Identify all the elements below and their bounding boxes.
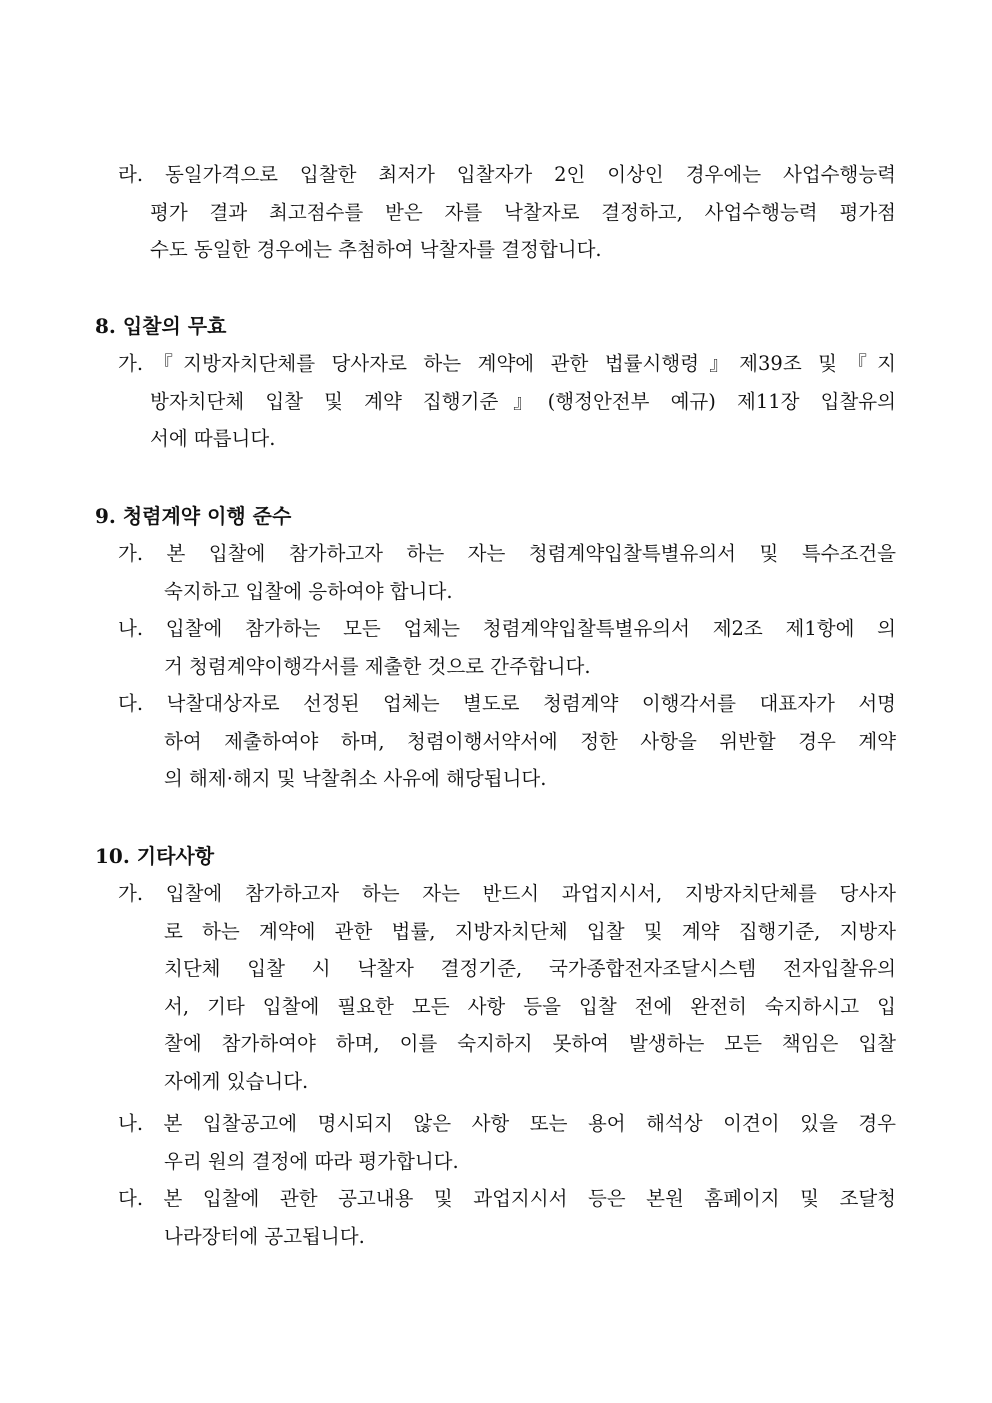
clause-10-da [118, 1180, 896, 1255]
clause-line: 나. 본 입찰공고에 명시되지 않은 사항 또는 용어 해석상 이견이 있을 경우 [118, 1112, 896, 1135]
clause-line: 평가 결과 최고점수를 받은 자를 낙찰자로 결정하고, 사업수행능력 평가점 [150, 200, 896, 224]
clause-line: 치단체 입찰 시 낙찰자 결정기준, 국가종합전자조달시스템 전자입찰유의 [164, 957, 896, 980]
clause-line: 방자치단체 입찰 및 계약 집행기준』(행정안전부 예규) 제11장 입찰유의 [150, 389, 896, 413]
clause-line: 라. 동일가격으로 입찰한 최저가 입찰자가 2인 이상인 경우에는 사업수행능력 [118, 163, 896, 186]
clause-line: 가. 본 입찰에 참가하고자 하는 자는 청렴계약입찰특별유의서 및 특수조건을 [118, 542, 896, 565]
clause-8-ga [118, 345, 896, 458]
clause-line: 다. 본 입찰에 관한 공고내용 및 과업지시서 등은 본원 홈페이지 및 조달청 [118, 1187, 896, 1210]
clause-line: 의 해제·해지 및 낙찰취소 사유에 해당됩니다. [164, 767, 547, 790]
clause-line: 다. 낙찰대상자로 선정된 업체는 별도로 청렴계약 이행각서를 대표자가 서명 [118, 692, 896, 715]
clause-line: 수도 동일한 경우에는 추첨하여 낙찰자를 결정합니다. [150, 238, 602, 261]
section-heading-10: 10. 기타사항 [95, 844, 215, 868]
clause-9-ga [118, 535, 896, 610]
clause-line: 숙지하고 입찰에 응하여야 합니다. [164, 579, 453, 603]
clause-line: 찰에 참가하여야 하며, 이를 숙지하지 못하여 발생하는 모든 책임은 입찰 [164, 1032, 896, 1055]
clause-line: 자에게 있습니다. [164, 1069, 309, 1093]
clause-line: 우리 원의 결정에 따라 평가합니다. [164, 1149, 459, 1173]
clause-7-ra [118, 156, 896, 269]
clause-line: 나. 입찰에 참가하는 모든 업체는 청렴계약입찰특별유의서 제2조 제1항에 의 [118, 617, 896, 640]
clause-line: 가. 입찰에 참가하고자 하는 자는 반드시 과업지시서, 지방자치단체를 당사자 [118, 882, 896, 905]
section-heading-9: 9. 청렴계약 이행 준수 [95, 504, 292, 528]
clause-10-ga [118, 875, 896, 1100]
section-heading-8: 8. 입찰의 무효 [95, 314, 227, 338]
clause-line: 하여 제출하여야 하며, 청렴이행서약서에 정한 사항을 위반할 경우 계약 [164, 729, 896, 753]
clause-line: 로 하는 계약에 관한 법률, 지방자치단체 입찰 및 계약 집행기준, 지방자 [164, 919, 896, 943]
clause-line: 서, 기타 입찰에 필요한 모든 사항 등을 입찰 전에 완전히 숙지하시고 입 [164, 994, 896, 1018]
clause-line: 가.『지방자치단체를 당사자로 하는 계약에 관한 법률시행령』제39조 및『지 [118, 352, 896, 375]
clause-line: 거 청렴계약이행각서를 제출한 것으로 간주합니다. [164, 654, 591, 678]
clause-9-da [118, 685, 896, 798]
clause-line: 나라장터에 공고됩니다. [164, 1224, 365, 1248]
clause-line: 서에 따릅니다. [150, 427, 276, 450]
clause-10-na [118, 1105, 896, 1180]
clause-9-na [118, 610, 896, 685]
